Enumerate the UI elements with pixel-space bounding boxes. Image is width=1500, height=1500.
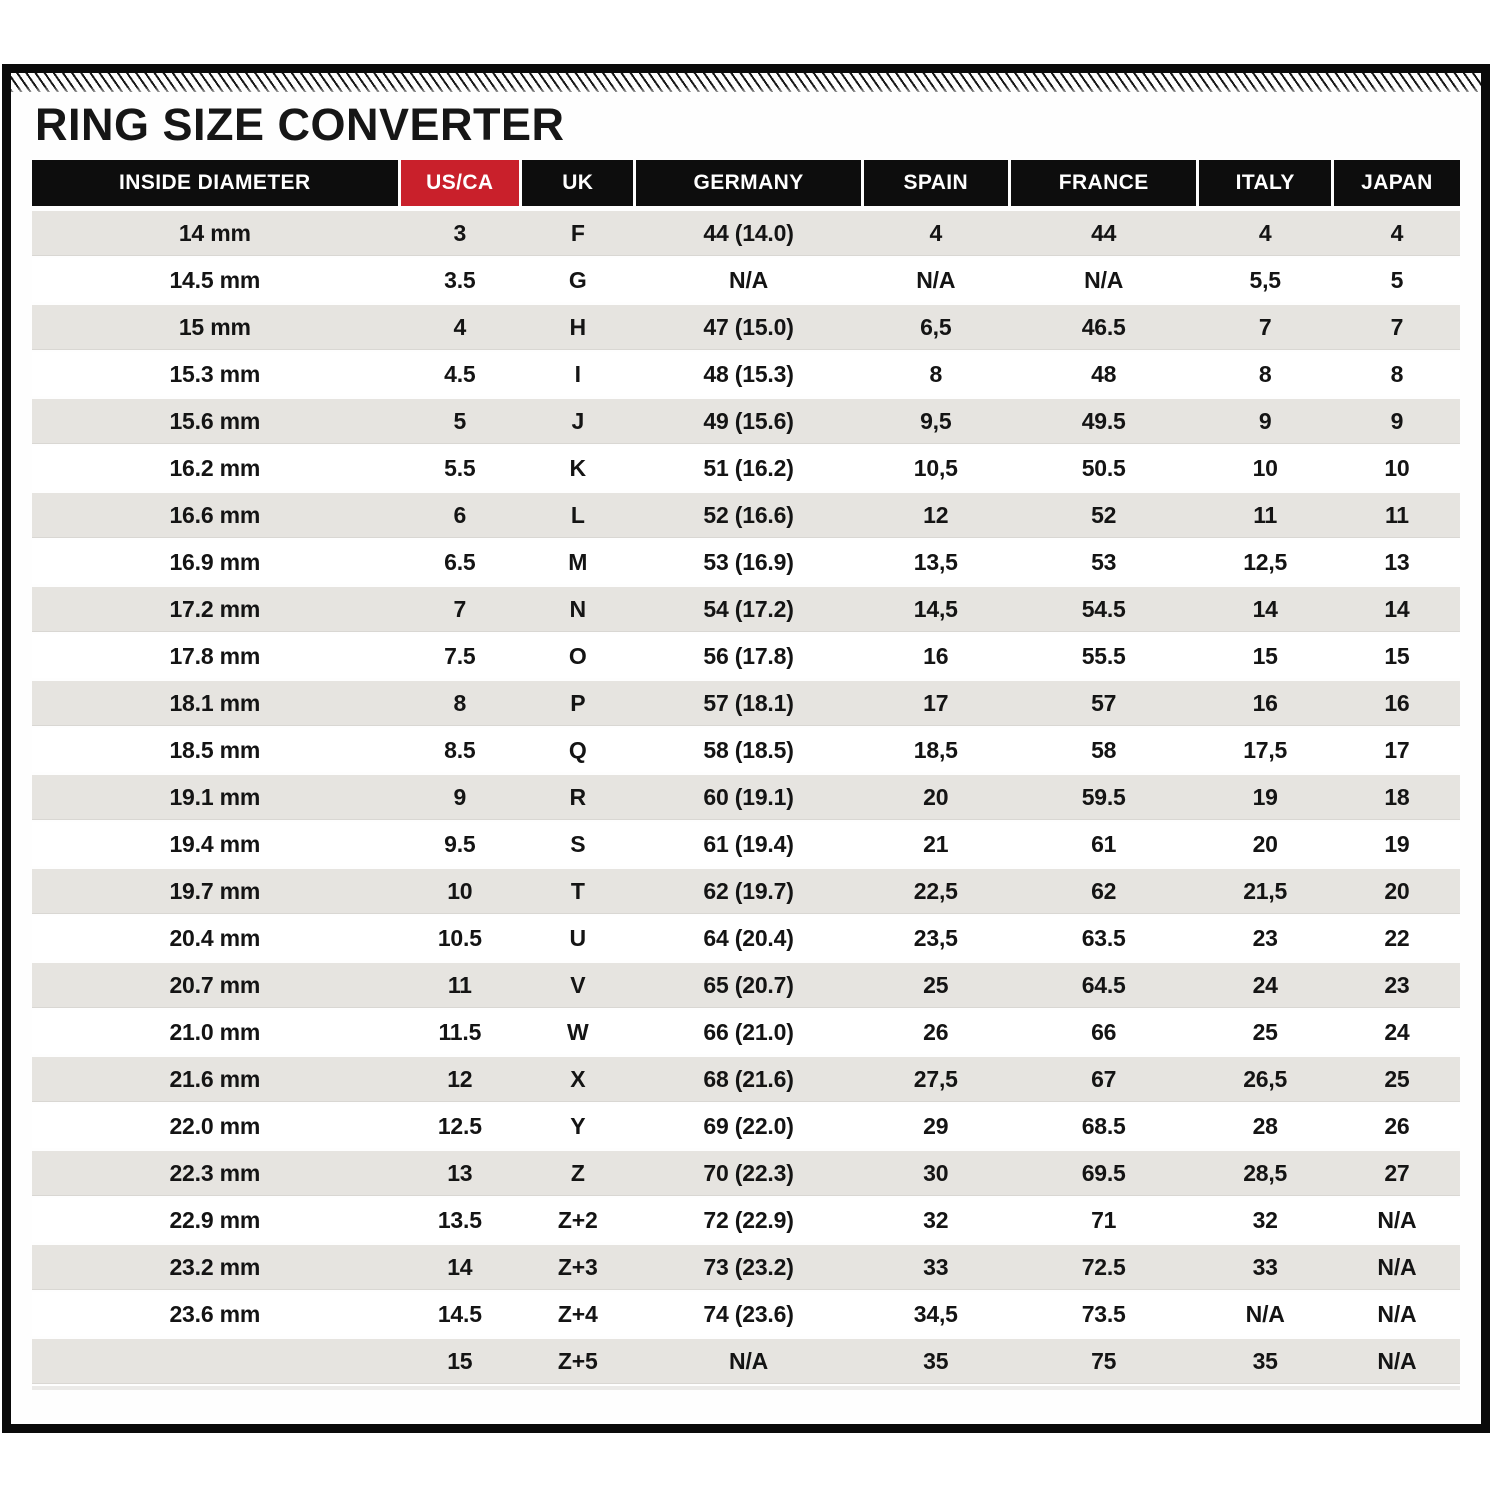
- cell-spain: 17: [923, 689, 949, 716]
- cell-italy: 7: [1258, 313, 1272, 340]
- cell-france: 49.5: [1081, 407, 1126, 434]
- cell-italy: 14: [1252, 595, 1278, 622]
- cell-japan: 27: [1384, 1159, 1410, 1186]
- cell-germany: 64 (20.4): [703, 924, 794, 951]
- cell-spain: 18,5: [913, 736, 958, 763]
- cell-spain: 26: [923, 1018, 949, 1045]
- cell-germany: N/A: [729, 266, 769, 293]
- cell-inside-diameter: 16.9 mm: [169, 548, 261, 575]
- cell-uk: O: [568, 642, 587, 669]
- page-title: RING SIZE CONVERTER: [35, 99, 565, 150]
- table-row: [32, 822, 1460, 866]
- cell-us-ca: 13: [447, 1159, 473, 1186]
- cell-japan: 23: [1384, 971, 1410, 998]
- cell-uk: Z+2: [557, 1206, 598, 1233]
- cell-inside-diameter: 19.7 mm: [169, 877, 261, 904]
- table-row: [32, 916, 1460, 960]
- cell-france: 55.5: [1081, 642, 1126, 669]
- cell-italy: 25: [1252, 1018, 1278, 1045]
- cell-france: 54.5: [1081, 595, 1126, 622]
- cell-italy: N/A: [1245, 1300, 1285, 1327]
- cell-inside-diameter: 15 mm: [178, 313, 251, 340]
- cell-uk: J: [571, 407, 585, 434]
- cell-germany: 54 (17.2): [703, 595, 794, 622]
- cell-japan: 24: [1384, 1018, 1410, 1045]
- cell-germany: 66 (21.0): [703, 1018, 794, 1045]
- cell-france: 52: [1091, 501, 1117, 528]
- cell-uk: H: [569, 313, 586, 340]
- cell-italy: 21,5: [1243, 877, 1288, 904]
- cell-japan: N/A: [1377, 1300, 1417, 1327]
- cell-uk: K: [569, 454, 586, 481]
- cell-italy: 24: [1252, 971, 1278, 998]
- cell-inside-diameter: 17.8 mm: [169, 642, 261, 669]
- cell-japan: 22: [1384, 924, 1410, 951]
- cell-inside-diameter: 23.6 mm: [169, 1300, 261, 1327]
- table-row: [32, 399, 1460, 443]
- cell-us-ca: 13.5: [437, 1206, 482, 1233]
- table-row: [32, 963, 1460, 1007]
- ring-size-table: [32, 160, 1460, 1390]
- cell-germany: 49 (15.6): [703, 407, 794, 434]
- cell-us-ca: 3.5: [444, 266, 476, 293]
- cell-italy: 8: [1258, 360, 1272, 387]
- cell-germany: 70 (22.3): [703, 1159, 794, 1186]
- cell-spain: 29: [923, 1112, 949, 1139]
- cell-uk: N: [569, 595, 586, 622]
- cell-spain: 21: [923, 830, 949, 857]
- table-row: [32, 258, 1460, 302]
- cell-inside-diameter: 19.4 mm: [169, 830, 261, 857]
- column-header-japan: JAPAN: [1334, 160, 1460, 206]
- cell-uk: X: [570, 1065, 586, 1092]
- hatched-border-strip: [11, 73, 1481, 92]
- cell-japan: 17: [1384, 736, 1410, 763]
- table-row: [32, 869, 1460, 913]
- cell-france: 46.5: [1081, 313, 1126, 340]
- cell-us-ca: 5.5: [444, 454, 476, 481]
- cell-germany: 72 (22.9): [703, 1206, 794, 1233]
- cell-spain: 9,5: [920, 407, 952, 434]
- cell-germany: 47 (15.0): [703, 313, 794, 340]
- table-row: [32, 1245, 1460, 1289]
- cell-japan: 26: [1384, 1112, 1410, 1139]
- cell-japan: 20: [1384, 877, 1410, 904]
- cell-spain: 33: [923, 1253, 949, 1280]
- cell-inside-diameter: 14 mm: [178, 219, 251, 246]
- cell-germany: 48 (15.3): [703, 360, 794, 387]
- cell-italy: 15: [1252, 642, 1278, 669]
- cell-italy: 4: [1258, 219, 1272, 246]
- cell-japan: 14: [1384, 595, 1410, 622]
- cell-us-ca: 7: [453, 595, 467, 622]
- cell-uk: I: [574, 360, 581, 387]
- cell-germany: 58 (18.5): [703, 736, 794, 763]
- cell-uk: W: [567, 1018, 589, 1045]
- cell-spain: 16: [923, 642, 949, 669]
- cell-italy: 33: [1252, 1253, 1278, 1280]
- cell-us-ca: 14: [447, 1253, 473, 1280]
- cell-us-ca: 14.5: [437, 1300, 482, 1327]
- column-header-us-ca: US/CA: [401, 160, 520, 206]
- cell-italy: 26,5: [1243, 1065, 1288, 1092]
- cell-france: 48: [1091, 360, 1117, 387]
- cell-spain: 8: [929, 360, 943, 387]
- cell-japan: 13: [1384, 548, 1410, 575]
- cell-japan: 18: [1384, 783, 1410, 810]
- cell-inside-diameter: 20.4 mm: [169, 924, 261, 951]
- cell-germany: N/A: [729, 1347, 769, 1374]
- table-row: [32, 587, 1460, 631]
- cell-france: 75: [1091, 1347, 1117, 1374]
- cell-spain: 25: [923, 971, 949, 998]
- cell-uk: S: [570, 830, 586, 857]
- cell-us-ca: 10: [447, 877, 473, 904]
- cell-spain: 23,5: [913, 924, 958, 951]
- cell-germany: 60 (19.1): [703, 783, 794, 810]
- cell-italy: 11: [1253, 501, 1278, 528]
- cell-japan: 11: [1384, 501, 1409, 528]
- cell-uk: F: [570, 219, 585, 246]
- cell-germany: 53 (16.9): [703, 548, 794, 575]
- cell-germany: 51 (16.2): [703, 454, 794, 481]
- cell-spain: 20: [923, 783, 949, 810]
- cell-us-ca: 15: [447, 1347, 473, 1374]
- table-row: [32, 634, 1460, 678]
- cell-inside-diameter: 22.3 mm: [169, 1159, 261, 1186]
- cell-us-ca: 11: [447, 971, 472, 998]
- cell-france: 53: [1091, 548, 1117, 575]
- cell-inside-diameter: 15.6 mm: [169, 407, 261, 434]
- cell-germany: 65 (20.7): [703, 971, 794, 998]
- cell-japan: 25: [1384, 1065, 1410, 1092]
- table-row: [32, 1339, 1460, 1383]
- cell-us-ca: 4: [453, 313, 467, 340]
- cell-us-ca: 7.5: [444, 642, 476, 669]
- table-row: [32, 493, 1460, 537]
- cell-france: N/A: [1084, 266, 1124, 293]
- cell-uk: T: [570, 877, 585, 904]
- cell-us-ca: 6: [453, 501, 467, 528]
- cell-uk: Q: [568, 736, 587, 763]
- cell-italy: 16: [1252, 689, 1278, 716]
- table-row: [32, 305, 1460, 349]
- cell-inside-diameter: 16.2 mm: [169, 454, 261, 481]
- cell-spain: 12: [923, 501, 949, 528]
- cell-france: 73.5: [1081, 1300, 1126, 1327]
- table-body: [32, 211, 1460, 1383]
- cell-us-ca: 8.5: [444, 736, 476, 763]
- cell-inside-diameter: 22.9 mm: [169, 1206, 261, 1233]
- cell-france: 68.5: [1081, 1112, 1126, 1139]
- cell-germany: 69 (22.0): [703, 1112, 794, 1139]
- cell-france: 66: [1091, 1018, 1117, 1045]
- cell-inside-diameter: 21.6 mm: [169, 1065, 261, 1092]
- cell-us-ca: 9: [453, 783, 467, 810]
- cell-japan: 15: [1384, 642, 1410, 669]
- cell-italy: 28,5: [1243, 1159, 1288, 1186]
- column-header-inside-diameter: INSIDE DIAMETER: [32, 160, 398, 206]
- cell-japan: 16: [1384, 689, 1410, 716]
- cell-us-ca: 4.5: [444, 360, 476, 387]
- cell-uk: M: [568, 548, 588, 575]
- cell-inside-diameter: 22.0 mm: [169, 1112, 261, 1139]
- column-header-france: FRANCE: [1011, 160, 1197, 206]
- cell-uk: G: [568, 266, 587, 293]
- cell-inside-diameter: 17.2 mm: [169, 595, 261, 622]
- cell-italy: 35: [1252, 1347, 1278, 1374]
- cell-us-ca: 8: [453, 689, 467, 716]
- table-row: [32, 728, 1460, 772]
- cell-us-ca: 10.5: [437, 924, 482, 951]
- cell-italy: 12,5: [1243, 548, 1288, 575]
- cell-japan: 7: [1390, 313, 1404, 340]
- cell-inside-diameter: 14.5 mm: [169, 266, 261, 293]
- cell-spain: 13,5: [913, 548, 958, 575]
- cell-inside-diameter: 21.0 mm: [169, 1018, 261, 1045]
- cell-spain: N/A: [916, 266, 956, 293]
- cell-inside-diameter: 16.6 mm: [169, 501, 261, 528]
- cell-uk: P: [570, 689, 586, 716]
- cell-inside-diameter: 15.3 mm: [169, 360, 261, 387]
- cell-spain: 6,5: [920, 313, 952, 340]
- cell-spain: 35: [923, 1347, 949, 1374]
- cell-spain: 22,5: [913, 877, 958, 904]
- cell-france: 63.5: [1081, 924, 1126, 951]
- cell-germany: 74 (23.6): [703, 1300, 794, 1327]
- cell-france: 72.5: [1081, 1253, 1126, 1280]
- cell-japan: 8: [1390, 360, 1404, 387]
- cell-france: 50.5: [1081, 454, 1126, 481]
- cell-germany: 68 (21.6): [703, 1065, 794, 1092]
- cell-us-ca: 11.5: [438, 1018, 482, 1045]
- cell-uk: U: [569, 924, 586, 951]
- cell-uk: Z+3: [557, 1253, 598, 1280]
- cell-inside-diameter: 23.2 mm: [169, 1253, 261, 1280]
- cell-inside-diameter: 19.1 mm: [169, 783, 261, 810]
- cell-spain: 14,5: [913, 595, 958, 622]
- cell-japan: N/A: [1377, 1253, 1417, 1280]
- table-row: [32, 1151, 1460, 1195]
- cell-us-ca: 5: [453, 407, 467, 434]
- cell-us-ca: 6.5: [444, 548, 476, 575]
- cell-spain: 34,5: [913, 1300, 958, 1327]
- table-row: [32, 540, 1460, 584]
- cell-japan: 9: [1390, 407, 1404, 434]
- table-row: [32, 211, 1460, 255]
- cell-japan: 4: [1390, 219, 1404, 246]
- cell-inside-diameter: 18.1 mm: [169, 689, 261, 716]
- cell-italy: 17,5: [1243, 736, 1288, 763]
- cell-france: 61: [1091, 830, 1117, 857]
- column-header-germany: GERMANY: [636, 160, 860, 206]
- cell-france: 58: [1091, 736, 1117, 763]
- table-row: [32, 1292, 1460, 1336]
- table-row: [32, 1104, 1460, 1148]
- cell-italy: 19: [1252, 783, 1278, 810]
- cell-uk: R: [569, 783, 586, 810]
- cell-uk: Z: [570, 1159, 585, 1186]
- cell-spain: 27,5: [913, 1065, 958, 1092]
- cell-france: 62: [1091, 877, 1117, 904]
- cell-france: 71: [1091, 1206, 1117, 1233]
- table-row: [32, 1057, 1460, 1101]
- table-row: [32, 775, 1460, 819]
- cell-uk: Y: [570, 1112, 586, 1139]
- cell-italy: 23: [1252, 924, 1278, 951]
- cell-japan: N/A: [1377, 1206, 1417, 1233]
- cell-us-ca: 3: [453, 219, 467, 246]
- column-header-spain: SPAIN: [864, 160, 1008, 206]
- cell-italy: 20: [1252, 830, 1278, 857]
- converter-frame: [2, 64, 1490, 1433]
- cell-spain: 32: [923, 1206, 949, 1233]
- cell-germany: 62 (19.7): [703, 877, 794, 904]
- cell-italy: 28: [1252, 1112, 1278, 1139]
- cell-inside-diameter: [32, 1339, 398, 1383]
- table-header-row: [32, 160, 1460, 206]
- cell-spain: 30: [923, 1159, 949, 1186]
- cell-inside-diameter: 18.5 mm: [169, 736, 261, 763]
- cell-germany: 44 (14.0): [703, 219, 794, 246]
- table-row: [32, 352, 1460, 396]
- cell-germany: 52 (16.6): [703, 501, 794, 528]
- cell-france: 59.5: [1081, 783, 1126, 810]
- cell-france: 67: [1091, 1065, 1117, 1092]
- cell-france: 69.5: [1081, 1159, 1126, 1186]
- table-row: [32, 681, 1460, 725]
- table-bottom-shadow: [32, 1386, 1460, 1390]
- cell-germany: 57 (18.1): [703, 689, 794, 716]
- cell-italy: 5,5: [1249, 266, 1281, 293]
- cell-italy: 9: [1258, 407, 1272, 434]
- cell-uk: L: [570, 501, 585, 528]
- cell-italy: 32: [1252, 1206, 1278, 1233]
- table-row: [32, 1198, 1460, 1242]
- cell-uk: Z+4: [557, 1300, 598, 1327]
- cell-japan: 10: [1384, 454, 1410, 481]
- cell-uk: Z+5: [557, 1347, 598, 1374]
- cell-france: 44: [1091, 219, 1117, 246]
- cell-germany: 73 (23.2): [703, 1253, 794, 1280]
- cell-japan: 5: [1390, 266, 1404, 293]
- cell-us-ca: 12.5: [437, 1112, 482, 1139]
- cell-inside-diameter: 20.7 mm: [169, 971, 261, 998]
- cell-france: 57: [1091, 689, 1117, 716]
- cell-germany: 56 (17.8): [703, 642, 794, 669]
- cell-japan: N/A: [1377, 1347, 1417, 1374]
- column-header-italy: ITALY: [1199, 160, 1330, 206]
- cell-germany: 61 (19.4): [703, 830, 794, 857]
- cell-france: 64.5: [1081, 971, 1126, 998]
- cell-spain: 10,5: [913, 454, 958, 481]
- column-header-uk: UK: [522, 160, 633, 206]
- cell-italy: 10: [1252, 454, 1278, 481]
- cell-us-ca: 9.5: [444, 830, 476, 857]
- cell-japan: 19: [1384, 830, 1410, 857]
- table-row: [32, 446, 1460, 490]
- table-row: [32, 1010, 1460, 1054]
- cell-spain: 4: [929, 219, 943, 246]
- cell-uk: V: [570, 971, 586, 998]
- cell-us-ca: 12: [447, 1065, 473, 1092]
